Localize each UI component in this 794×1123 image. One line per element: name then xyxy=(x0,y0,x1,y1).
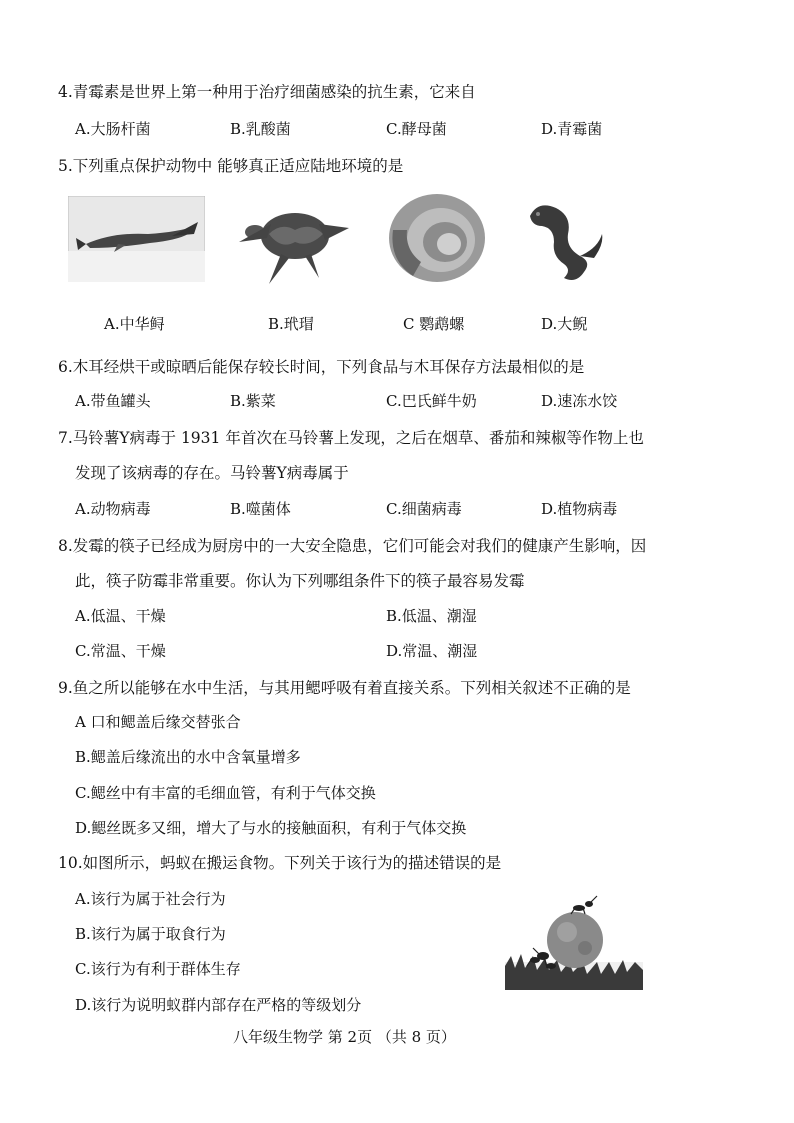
question-4-option-b: B.乳酸菌 xyxy=(230,120,291,138)
question-10-option-c: C.该行为有利于群体生存 xyxy=(75,960,241,978)
question-6-option-c: C.巴氏鲜牛奶 xyxy=(386,392,477,410)
question-6-option-b: B.紫菜 xyxy=(230,392,276,410)
question-10-option-d: D.该行为说明蚁群内部存在严格的等级划分 xyxy=(75,996,362,1014)
question-10-option-a: A.该行为属于社会行为 xyxy=(75,890,226,908)
question-5-option-a: A.中华鲟 xyxy=(104,315,165,333)
question-8-stem-line-2: 此，筷子防霉非常重要。你认为下列哪组条件下的筷子最容易发霉 xyxy=(75,572,525,590)
question-8-option-b: B.低温、潮湿 xyxy=(386,607,477,625)
question-4-option-d: D.青霉菌 xyxy=(541,120,603,138)
question-8-option-d: D.常温、潮湿 xyxy=(386,642,478,660)
question-7-stem-line-2: 发现了该病毒的存在。马铃薯Y病毒属于 xyxy=(75,464,349,482)
hawksbill-turtle-image xyxy=(233,194,353,286)
question-7-option-b: B.噬菌体 xyxy=(230,500,291,518)
question-7-stem-line-1: 7.马铃薯Y病毒于 1931 年首次在马铃薯上发现，之后在烟草、番茄和辣椒等作物上也 xyxy=(58,429,644,447)
question-5-option-b: B.玳瑁 xyxy=(268,315,314,333)
question-9-stem: 9.鱼之所以能够在水中生活，与其用鳃呼吸有着直接关系。下列相关叙述不正确的是 xyxy=(58,679,631,697)
giant-salamander-image xyxy=(524,198,606,286)
question-7-option-d: D.植物病毒 xyxy=(541,500,618,518)
question-8-option-a: A.低温、干燥 xyxy=(75,607,166,625)
page-footer: 八年级生物学 第 2页 （共 8 页） xyxy=(233,1028,456,1046)
question-4-stem: 4.青霉素是世界上第一种用于治疗细菌感染的抗生素，它来自 xyxy=(58,83,476,101)
question-9-option-a: A 口和鳃盖后缘交替张合 xyxy=(75,713,241,731)
question-6-option-a: A.带鱼罐头 xyxy=(75,392,151,410)
nautilus-image xyxy=(385,190,489,286)
question-6-option-d: D.速冻水饺 xyxy=(541,392,618,410)
question-5-option-c: C 鹦鹉螺 xyxy=(403,315,465,333)
question-6-stem: 6.木耳经烘干或晾晒后能保存较长时间，下列食品与木耳保存方法最相似的是 xyxy=(58,358,585,376)
question-5-stem: 5.下列重点保护动物中 能够真正适应陆地环境的是 xyxy=(58,157,404,175)
question-10-option-b: B.该行为属于取食行为 xyxy=(75,925,226,943)
question-5-option-d: D.大鲵 xyxy=(541,315,588,333)
question-9-option-b: B.鳃盖后缘流出的水中含氧量增多 xyxy=(75,748,301,766)
question-8-option-c: C.常温、干燥 xyxy=(75,642,166,660)
question-9-option-c: C.鳃丝中有丰富的毛细血管，有利于气体交换 xyxy=(75,784,376,802)
question-8-stem-line-1: 8.发霉的筷子已经成为厨房中的一大安全隐患，它们可能会对我们的健康产生影响，因 xyxy=(58,537,647,555)
ants-carrying-food-image xyxy=(505,890,643,990)
question-4-option-c: C.酵母菌 xyxy=(386,120,447,138)
question-9-option-d: D.鳃丝既多又细，增大了与水的接触面积，有利于气体交换 xyxy=(75,819,467,837)
chinese-sturgeon-image xyxy=(68,196,205,282)
question-4-option-a: A.大肠杆菌 xyxy=(75,120,151,138)
question-7-option-c: C.细菌病毒 xyxy=(386,500,462,518)
question-10-stem: 10.如图所示，蚂蚁在搬运食物。下列关于该行为的描述错误的是 xyxy=(58,854,502,872)
question-7-option-a: A.动物病毒 xyxy=(75,500,151,518)
